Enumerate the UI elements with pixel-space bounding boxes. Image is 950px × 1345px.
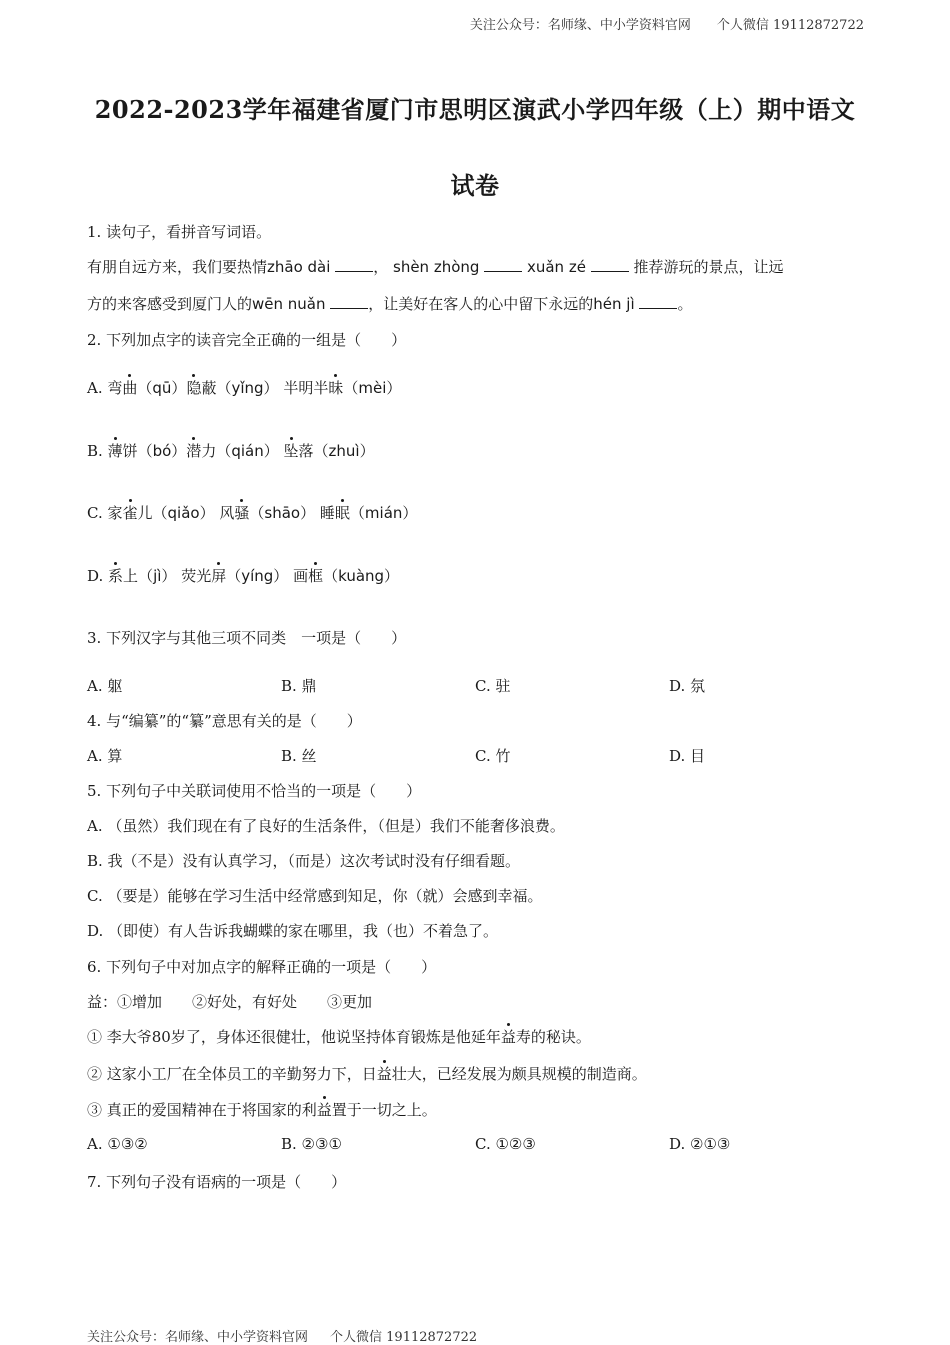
- q5-stem: 5. 下列句子中关联词使用不恰当的一项是（ ）: [87, 782, 422, 800]
- header-account: 关注公众号：名师缘、中小学资料官网: [469, 18, 691, 33]
- q1-line2: [87, 293, 692, 314]
- word: 上: [123, 567, 139, 585]
- q3-option-c[interactable]: C. 驻: [475, 677, 511, 695]
- sentence-text: ① 李大爷80岁了，身体还很健壮，他说坚持体育锻炼是他延年: [87, 1028, 501, 1046]
- q1-pinyin-5: hén jì: [593, 295, 635, 313]
- page-footer: [87, 1326, 477, 1345]
- q5-option-b[interactable]: B. 我（不是）没有认真学习，（而是）这次考试时没有仔细看题。: [87, 852, 521, 870]
- pinyin: （yǐng）: [216, 379, 279, 397]
- q6-option-b[interactable]: B. ②③①: [281, 1135, 342, 1153]
- q3-stem: 3. 下列汉字与其他三项不同类 一项是（ ）: [87, 629, 407, 647]
- word: 蔽: [201, 379, 217, 397]
- q5-option-a[interactable]: A. （虽然）我们现在有了良好的生活条件，（但是）我们不能奢侈浪费。: [87, 817, 565, 835]
- q6-sentence-3: [87, 1099, 437, 1120]
- sentence-text: ② 这家小工厂在全体员工的辛勤努力下，日: [87, 1065, 377, 1083]
- q3-option-d[interactable]: D. 氛: [669, 677, 706, 695]
- q6-option-d[interactable]: D. ②①③: [669, 1135, 731, 1153]
- q4-stem: 4. 与“编纂”的“纂”意思有关的是（ ）: [87, 712, 362, 730]
- pinyin: （kuàng）: [323, 567, 400, 585]
- pinyin: （yíng）: [226, 567, 289, 585]
- pinyin: （bó）: [137, 442, 187, 460]
- dotted-char: 骚: [234, 504, 250, 522]
- word: 风: [219, 504, 235, 522]
- pinyin: （zhuì）: [313, 442, 375, 460]
- pinyin: （mián）: [349, 504, 418, 522]
- q6-meanings: 益：①增加 ②好处，有好处 ③更加: [87, 993, 373, 1011]
- word: 家: [107, 504, 123, 522]
- q1-pinyin-4: wēn nuǎn: [252, 295, 326, 313]
- word: 荧光: [181, 567, 212, 585]
- dotted-char: 隐: [186, 379, 202, 397]
- q1-pinyin-2: shèn zhòng: [393, 258, 480, 276]
- dotted-char: 坠: [283, 442, 299, 460]
- dotted-char: 益: [316, 1101, 332, 1119]
- pinyin: （qū）: [137, 379, 187, 397]
- option-label: D.: [87, 567, 109, 585]
- pinyin: （mèi）: [343, 379, 402, 397]
- option-label: A.: [87, 379, 108, 397]
- q1-text-e: ，让美好在客人的心中留下永远的: [368, 295, 594, 313]
- q3-option-b[interactable]: B. 鼎: [281, 677, 317, 695]
- q5-option-d[interactable]: D. （即使）有人告诉我蝴蝶的家在哪里，我（也）不着急了。: [87, 922, 499, 940]
- exam-title-line2: 试卷: [450, 171, 500, 200]
- pinyin: （shāo）: [249, 504, 316, 522]
- option-label: B.: [87, 442, 108, 460]
- dotted-char: 框: [308, 567, 324, 585]
- q6-option-c[interactable]: C. ①②③: [475, 1135, 536, 1153]
- dotted-char: 眠: [334, 504, 350, 522]
- q1-blank-2[interactable]: [484, 257, 522, 272]
- q1-text-d: 方的来客感受到厦门人的: [87, 295, 253, 313]
- q4-option-a[interactable]: A. 算: [87, 747, 123, 765]
- pinyin: （jì）: [138, 567, 177, 585]
- q1-pinyin-1: zhāo dài: [267, 258, 331, 276]
- option-label: C.: [87, 504, 108, 522]
- word: 画: [293, 567, 309, 585]
- q4-option-d[interactable]: D. 目: [669, 747, 706, 765]
- sentence-text: ③ 真正的爱国精神在于将国家的利: [87, 1101, 317, 1119]
- word: 弯: [107, 379, 123, 397]
- q6-option-a[interactable]: A. ①③②: [87, 1135, 148, 1153]
- dotted-char: 益: [500, 1028, 516, 1046]
- dotted-char: 益: [376, 1065, 392, 1083]
- pinyin: （qiǎo）: [152, 504, 215, 522]
- q1-text-f: 。: [677, 295, 693, 313]
- dotted-char: 系: [108, 567, 124, 585]
- q1-stem: 1. 读句子，看拼音写词语。: [87, 223, 272, 241]
- q2-option-c[interactable]: [87, 502, 417, 523]
- footer-account: 关注公众号：名师缘、中小学资料官网: [87, 1330, 309, 1345]
- sentence-text: 置于一切之上。: [331, 1101, 437, 1119]
- q1-blank-5[interactable]: [639, 294, 677, 309]
- q2-stem: 2. 下列加点字的读音完全正确的一组是（ ）: [87, 331, 407, 349]
- q4-option-b[interactable]: B. 丝: [281, 747, 317, 765]
- dotted-char: 屏: [211, 567, 227, 585]
- footer-wechat: 个人微信 19112872722: [330, 1330, 478, 1345]
- q2-option-d[interactable]: [87, 565, 399, 586]
- word: 半明半: [283, 379, 329, 397]
- dotted-char: 薄: [107, 442, 123, 460]
- q6-sentence-1: [87, 1026, 591, 1047]
- q3-option-a[interactable]: A. 躯: [87, 677, 123, 695]
- q2-option-a[interactable]: [87, 377, 401, 398]
- dotted-char: 雀: [122, 504, 138, 522]
- q1-blank-3[interactable]: [591, 257, 629, 272]
- word: 儿: [137, 504, 153, 522]
- q1-text-b: ，: [373, 258, 389, 276]
- dotted-char: 潜: [186, 442, 202, 460]
- dotted-char: 昧: [328, 379, 344, 397]
- sentence-text: 寿的秘诀。: [515, 1028, 591, 1046]
- pinyin: （qián）: [216, 442, 279, 460]
- page-header: [470, 14, 864, 33]
- word: 睡: [319, 504, 335, 522]
- q6-stem: 6. 下列句子中对加点字的解释正确的一项是（ ）: [87, 958, 437, 976]
- q1-pinyin-3: xuǎn zé: [526, 258, 586, 276]
- q5-option-c[interactable]: C. （要是）能够在学习生活中经常感到知足，你（就）会感到幸福。: [87, 887, 543, 905]
- q1-blank-1[interactable]: [335, 257, 373, 272]
- q1-blank-4[interactable]: [330, 294, 368, 309]
- dotted-char: 曲: [122, 379, 138, 397]
- word: 饼: [122, 442, 138, 460]
- q1-text-c: 推荐游玩的景点，让远: [633, 258, 784, 276]
- q1-line1: [87, 256, 784, 277]
- q4-option-c[interactable]: C. 竹: [475, 747, 511, 765]
- q6-sentence-2: [87, 1063, 647, 1084]
- exam-title-line1: 2022-2023学年福建省厦门市思明区演武小学四年级（上）期中语文: [94, 95, 856, 124]
- q7-stem: 7. 下列句子没有语病的一项是（ ）: [87, 1173, 347, 1191]
- sentence-text: 壮大，已经发展为颇具规模的制造商。: [391, 1065, 647, 1083]
- q2-option-b[interactable]: [87, 440, 375, 461]
- q1-text-a: 有朋自远方来，我们要热情: [87, 258, 268, 276]
- word: 力: [201, 442, 217, 460]
- word: 落: [298, 442, 314, 460]
- header-wechat: 个人微信 19112872722: [716, 18, 864, 33]
